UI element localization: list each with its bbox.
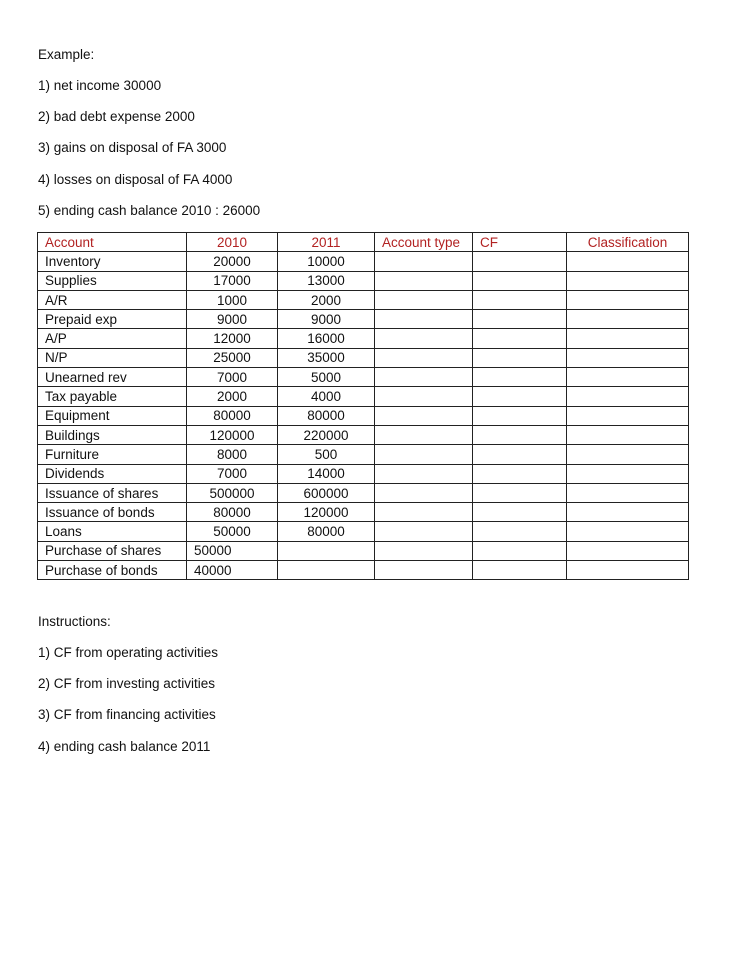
table-row <box>38 329 689 348</box>
table-row <box>38 290 689 309</box>
example-item-5: 5) ending cash balance 2010 : 26000 <box>38 203 261 218</box>
cell-2010: 7000 <box>187 464 278 483</box>
cell-2011: 120000 <box>278 503 375 522</box>
cell-account: Purchase of bonds <box>38 561 187 580</box>
cell-2010: 25000 <box>187 348 278 367</box>
cell-cf <box>473 290 567 309</box>
cell-account-type <box>375 387 473 406</box>
cell-account: Tax payable <box>38 387 187 406</box>
cell-classification <box>567 271 689 290</box>
cell-2010: 120000 <box>187 425 278 444</box>
cell-classification <box>567 252 689 271</box>
cell-2010: 40000 <box>187 561 278 580</box>
cell-cf <box>473 561 567 580</box>
cell-2011 <box>278 541 375 560</box>
cell-account: N/P <box>38 348 187 367</box>
cell-cf <box>473 271 567 290</box>
cell-2011: 600000 <box>278 483 375 502</box>
cell-2011 <box>278 561 375 580</box>
cell-2011: 9000 <box>278 310 375 329</box>
cell-account-type <box>375 483 473 502</box>
table-row <box>38 387 689 406</box>
cell-2011: 10000 <box>278 252 375 271</box>
cell-classification <box>567 406 689 425</box>
cell-cf <box>473 252 567 271</box>
table-row <box>38 483 689 502</box>
cell-2010: 1000 <box>187 290 278 309</box>
cell-account-type <box>375 329 473 348</box>
table-row <box>38 503 689 522</box>
header-2011: 2011 <box>278 233 375 252</box>
header-account: Account <box>38 233 187 252</box>
instruction-item-2: 2) CF from investing activities <box>38 676 216 691</box>
cell-account-type <box>375 252 473 271</box>
cell-account-type <box>375 445 473 464</box>
table-header-row <box>38 233 689 252</box>
cell-2010: 80000 <box>187 406 278 425</box>
cell-classification <box>567 387 689 406</box>
cell-account: A/R <box>38 290 187 309</box>
cell-classification <box>567 541 689 560</box>
cell-2011: 13000 <box>278 271 375 290</box>
cell-2011: 5000 <box>278 368 375 387</box>
cell-account: Equipment <box>38 406 187 425</box>
cell-account-type <box>375 541 473 560</box>
cell-cf <box>473 445 567 464</box>
cell-account-type <box>375 464 473 483</box>
cell-classification <box>567 290 689 309</box>
cell-account: Furniture <box>38 445 187 464</box>
header-account-type: Account type <box>375 233 473 252</box>
cell-classification <box>567 368 689 387</box>
cell-classification <box>567 425 689 444</box>
cell-account: Unearned rev <box>38 368 187 387</box>
example-item-1: 1) net income 30000 <box>38 78 162 93</box>
cell-cf <box>473 522 567 541</box>
instruction-item-4: 4) ending cash balance 2011 <box>38 739 211 754</box>
cell-account-type <box>375 425 473 444</box>
cell-2010: 9000 <box>187 310 278 329</box>
table-row <box>38 252 689 271</box>
cell-2010: 50000 <box>187 522 278 541</box>
table-row <box>38 445 689 464</box>
cell-2010: 50000 <box>187 541 278 560</box>
instruction-item-3: 3) CF from financing activities <box>38 707 216 722</box>
cell-cf <box>473 406 567 425</box>
cell-account: Prepaid exp <box>38 310 187 329</box>
cell-account: Dividends <box>38 464 187 483</box>
cell-2010: 7000 <box>187 368 278 387</box>
table-row <box>38 522 689 541</box>
cell-classification <box>567 348 689 367</box>
table-row <box>38 561 689 580</box>
cell-account: A/P <box>38 329 187 348</box>
table-row <box>38 348 689 367</box>
cell-classification <box>567 310 689 329</box>
example-item-4: 4) losses on disposal of FA 4000 <box>38 172 233 187</box>
cell-account: Issuance of bonds <box>38 503 187 522</box>
cell-account: Buildings <box>38 425 187 444</box>
cell-cf <box>473 387 567 406</box>
cell-account-type <box>375 368 473 387</box>
cell-account-type <box>375 310 473 329</box>
header-2010: 2010 <box>187 233 278 252</box>
cell-cf <box>473 503 567 522</box>
cell-account: Loans <box>38 522 187 541</box>
cell-2010: 8000 <box>187 445 278 464</box>
table-row <box>38 406 689 425</box>
cell-2010: 2000 <box>187 387 278 406</box>
table-row <box>38 541 689 560</box>
cell-cf <box>473 329 567 348</box>
cell-2011: 220000 <box>278 425 375 444</box>
cell-2010: 17000 <box>187 271 278 290</box>
cell-classification <box>567 445 689 464</box>
cell-account-type <box>375 561 473 580</box>
cell-account-type <box>375 406 473 425</box>
table-row <box>38 368 689 387</box>
cell-cf <box>473 348 567 367</box>
cell-cf <box>473 464 567 483</box>
cell-2010: 20000 <box>187 252 278 271</box>
cell-2011: 4000 <box>278 387 375 406</box>
table-row <box>38 310 689 329</box>
cell-2011: 16000 <box>278 329 375 348</box>
example-item-3: 3) gains on disposal of FA 3000 <box>38 140 227 155</box>
cell-classification <box>567 483 689 502</box>
cell-cf <box>473 541 567 560</box>
cell-account-type <box>375 503 473 522</box>
cell-account-type <box>375 348 473 367</box>
cell-account: Supplies <box>38 271 187 290</box>
header-classification: Classification <box>567 233 689 252</box>
cell-2010: 12000 <box>187 329 278 348</box>
cell-2011: 80000 <box>278 522 375 541</box>
cell-account-type <box>375 522 473 541</box>
cell-2011: 2000 <box>278 290 375 309</box>
table-row <box>38 271 689 290</box>
cell-2011: 35000 <box>278 348 375 367</box>
cell-2010: 500000 <box>187 483 278 502</box>
table-body <box>38 252 689 580</box>
cell-classification <box>567 522 689 541</box>
instruction-item-1: 1) CF from operating activities <box>38 645 219 660</box>
example-heading: Example: <box>38 47 95 62</box>
table-row <box>38 425 689 444</box>
cell-classification <box>567 464 689 483</box>
cell-account: Purchase of shares <box>38 541 187 560</box>
cell-account-type <box>375 290 473 309</box>
accounts-table <box>37 232 689 580</box>
table-row <box>38 464 689 483</box>
instructions-heading: Instructions: <box>38 614 111 629</box>
cell-classification <box>567 503 689 522</box>
cell-account: Issuance of shares <box>38 483 187 502</box>
cell-classification <box>567 561 689 580</box>
cell-2011: 500 <box>278 445 375 464</box>
cell-cf <box>473 310 567 329</box>
cell-account: Inventory <box>38 252 187 271</box>
cell-2010: 80000 <box>187 503 278 522</box>
cell-classification <box>567 329 689 348</box>
header-cf: CF <box>473 233 567 252</box>
cell-2011: 80000 <box>278 406 375 425</box>
cell-account-type <box>375 271 473 290</box>
cell-2011: 14000 <box>278 464 375 483</box>
example-item-2: 2) bad debt expense 2000 <box>38 109 195 124</box>
cell-cf <box>473 368 567 387</box>
cell-cf <box>473 483 567 502</box>
cell-cf <box>473 425 567 444</box>
